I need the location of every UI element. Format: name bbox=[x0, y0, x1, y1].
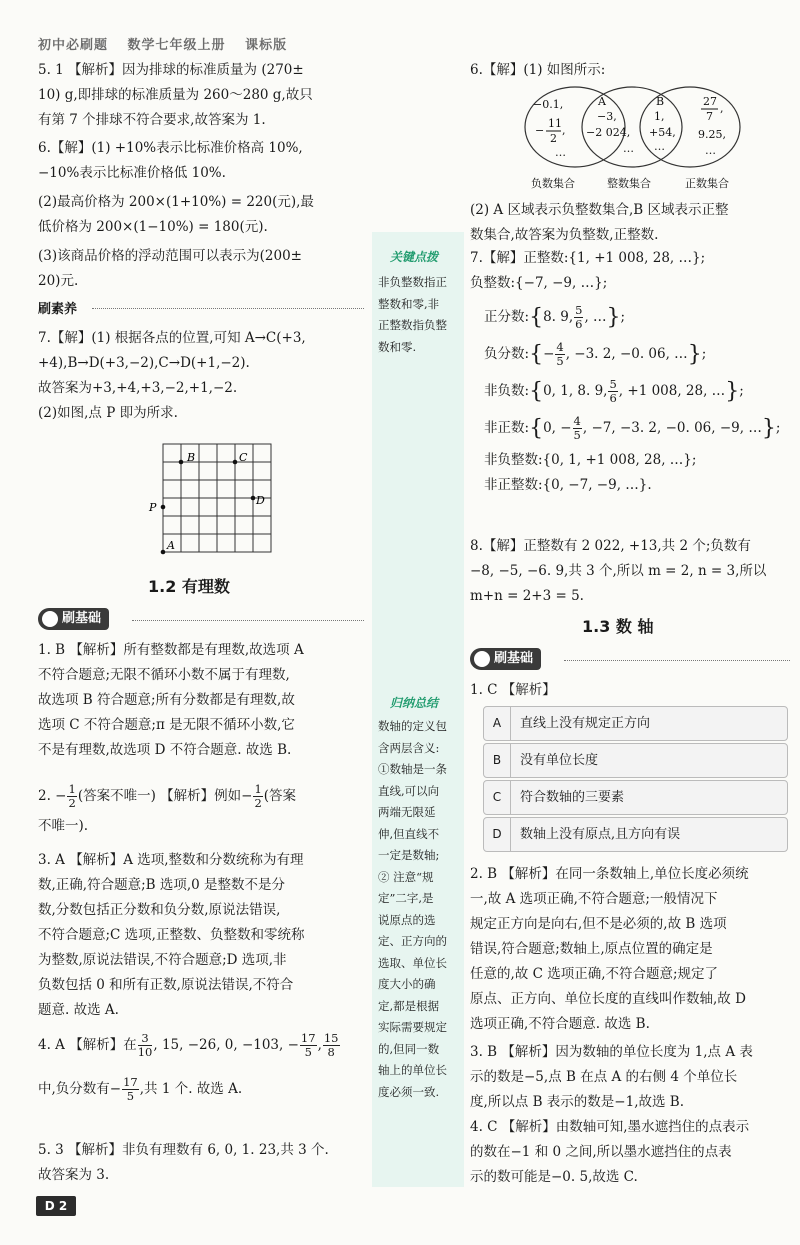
venn-caption: 正数集合 bbox=[685, 177, 729, 190]
right-q4 bbox=[470, 1115, 792, 1190]
option-d bbox=[483, 817, 788, 852]
divider bbox=[564, 660, 790, 661]
text-span: (答案不唯一) 【解析】例如− bbox=[77, 788, 253, 804]
text-line: (2)最高价格为 200×(1+10%) = 220(元),最 bbox=[38, 194, 314, 210]
badge-icon bbox=[474, 651, 490, 667]
tip-line: 整数和零,非 bbox=[378, 296, 440, 311]
text-line: 10) g,即排球的标准质量为 260～280 g,故只 bbox=[38, 87, 313, 103]
text-line: 非正整数:{0, −7, −9, …}. bbox=[484, 477, 652, 493]
tip-line: 实际需要规定 bbox=[378, 1020, 447, 1034]
right-q1-head bbox=[470, 678, 792, 703]
text-line: 负数包括 0 和所有正数,原说法错误,不符合 bbox=[38, 977, 294, 993]
text-line: m+n = 2+3 = 5. bbox=[470, 588, 584, 604]
text-line: 数集合,故答案为负整数,正整数. bbox=[470, 227, 659, 243]
text-span: 非负数: bbox=[484, 383, 530, 399]
text-line: 不符合题意;无限不循环小数不属于有理数, bbox=[38, 667, 290, 683]
side-tip-2 bbox=[378, 716, 462, 1103]
venn-text: , bbox=[720, 102, 724, 115]
left-q5b bbox=[38, 1138, 368, 1188]
text-line: 8.【解】正整数有 2 022, +13,共 2 个;负数有 bbox=[470, 538, 751, 554]
text-span: 非正数: bbox=[484, 420, 530, 436]
tip-line: 定”二字,是 bbox=[378, 891, 434, 905]
left-q4 bbox=[38, 1030, 368, 1104]
text-span: , bbox=[317, 1037, 322, 1053]
point-p bbox=[161, 505, 166, 510]
right-q8 bbox=[470, 534, 792, 609]
text-line: 选项正确,不符合题意. 故选 B. bbox=[470, 1016, 650, 1032]
side-tip-1 bbox=[378, 272, 462, 358]
option-text: 没有单位长度 bbox=[520, 753, 599, 768]
tip-line: 定、正方向的 bbox=[378, 934, 447, 948]
label-p: P bbox=[149, 501, 157, 514]
point-c bbox=[233, 460, 238, 465]
point-b bbox=[179, 460, 184, 465]
label-b: B bbox=[187, 451, 196, 464]
text-line: 示的数可能是−0. 5,故选 C. bbox=[470, 1169, 638, 1185]
text-line: 6.【解】(1) 如图所示: bbox=[470, 62, 606, 78]
text-line: 题意. 故选 A. bbox=[38, 1002, 119, 1018]
text-line: 故选项 B 符合题意;所有分数都是有理数,故 bbox=[38, 692, 295, 708]
text-line: 故答案为+3,+4,+3,−2,+1,−2. bbox=[38, 380, 238, 396]
edition-title: 课标版 bbox=[245, 38, 288, 53]
tip-line: 直线,可以向 bbox=[378, 783, 440, 798]
text-line: 5. 1 【解析】因为排球的标准质量为 (270± bbox=[38, 62, 304, 78]
venn-text: , bbox=[562, 124, 566, 137]
text-line: 示的数是−5,点 B 在点 A 的右侧 4 个单位长 bbox=[470, 1069, 738, 1085]
venn-text: − bbox=[535, 124, 545, 137]
text-span: 负分数: bbox=[484, 346, 530, 362]
venn-caption: 负数集合 bbox=[531, 177, 575, 190]
option-letter: C bbox=[484, 781, 511, 814]
text-line: 原点、正方向、单位长度的直线叫作数轴,故 D bbox=[470, 991, 746, 1007]
tip-line: 的,但同一数 bbox=[378, 1041, 440, 1056]
text-line: (2) A 区域表示负整数集合,B 区域表示正整 bbox=[470, 202, 729, 218]
tip-line: 轴上的单位长 bbox=[378, 1063, 447, 1077]
tip-line: 一定是数轴; bbox=[378, 848, 440, 862]
venn-text: 7 bbox=[706, 110, 713, 123]
badge-icon bbox=[42, 611, 58, 627]
right-q3 bbox=[470, 1040, 792, 1115]
text-line: 任意的,故 C 选项正确,不符合题意;规定了 bbox=[470, 966, 719, 982]
label-d: D bbox=[256, 494, 265, 507]
text-line: 低价格为 200×(1−10%) = 180(元). bbox=[38, 219, 268, 235]
grid-figure bbox=[148, 440, 278, 560]
badge-label: 刷基础 bbox=[494, 651, 534, 666]
fraction: $\frac{4}{5}$ bbox=[573, 414, 581, 442]
point-d bbox=[251, 496, 256, 501]
text-line: 负整数:{−7, −9, …}; bbox=[470, 275, 608, 291]
text-line: 20)元. bbox=[38, 273, 79, 289]
tip-line: 度大小的确 bbox=[378, 977, 436, 991]
text-line: 为整数,原说法错误,不符合题意;D 选项,非 bbox=[38, 952, 287, 968]
text-line: 不唯一). bbox=[38, 818, 89, 834]
venn-text: 11 bbox=[548, 117, 562, 130]
text-line: 不是有理数,故选项 D 不符合题意. 故选 B. bbox=[38, 742, 292, 758]
book-title: 初中必刷题 bbox=[38, 38, 109, 53]
option-text: 直线上没有规定正方向 bbox=[520, 716, 651, 731]
option-b bbox=[483, 743, 788, 778]
label-a: A bbox=[167, 539, 175, 552]
tip-line: 正整数指负整 bbox=[378, 318, 447, 332]
tip-line: 数轴的定义包 bbox=[378, 719, 447, 733]
section-title-1-3: 1.3 数 轴 bbox=[582, 617, 654, 636]
text-line: 错误,符合题意;数轴上,原点位置的确定是 bbox=[470, 941, 713, 957]
option-letter: D bbox=[484, 818, 511, 851]
venn-text: −3, bbox=[597, 110, 617, 123]
venn-text: −0.1, bbox=[533, 98, 564, 111]
badge-shuajichu-2 bbox=[470, 648, 541, 670]
right-q2 bbox=[470, 862, 792, 1037]
text-line: 7.【解】正整数:{1, +1 008, 28, …}; bbox=[470, 250, 706, 266]
option-text: 数轴上没有原点,且方向有误 bbox=[520, 827, 681, 842]
options-table bbox=[483, 706, 788, 852]
badge-label: 刷基础 bbox=[62, 611, 102, 626]
section-title-1-2: 1.2 有理数 bbox=[148, 577, 230, 596]
text-span: , 15, −26, 0, −103, − bbox=[153, 1037, 299, 1053]
text-line: 度,所以点 B 表示的数是−1,故选 B. bbox=[470, 1094, 684, 1110]
venn-text: −2 024, bbox=[586, 126, 631, 139]
option-text: 符合数轴的三要素 bbox=[520, 790, 625, 805]
text-line: 有第 7 个排球不符合要求,故答案为 1. bbox=[38, 112, 266, 128]
option-c bbox=[483, 780, 788, 815]
point-a bbox=[161, 550, 166, 555]
text-line: 数,分数包括正分数和负分数,原说法错误, bbox=[38, 902, 281, 918]
text-line: 不符合题意;C 选项,正整数、负整数和零统称 bbox=[38, 927, 305, 943]
tip-line: 两端无限延 bbox=[378, 805, 436, 819]
subject-title: 数学七年级上册 bbox=[127, 38, 226, 53]
left-q7 bbox=[38, 326, 366, 426]
text-line: 数,正确,符合题意;B 选项,0 是整数不是分 bbox=[38, 877, 286, 893]
text-line: 1. B 【解析】所有整数都是有理数,故选项 A bbox=[38, 642, 304, 658]
text-line: 5. 3 【解析】非负有理数有 6, 0, 1. 23,共 3 个. bbox=[38, 1142, 329, 1158]
tip-line: 选取、单位长 bbox=[378, 955, 447, 970]
fraction: $\frac{15}{8}$ bbox=[323, 1031, 339, 1059]
left-q3 bbox=[38, 848, 368, 1023]
fraction: $\frac{1}{2}$ bbox=[254, 782, 262, 810]
venn-diagram bbox=[515, 84, 745, 194]
venn-label-a: A bbox=[598, 95, 606, 108]
badge-shuajichu bbox=[38, 608, 109, 630]
divider bbox=[92, 308, 364, 309]
tip-line: 伸,但直线不 bbox=[378, 826, 440, 841]
fraction: $\frac{3}{10}$ bbox=[137, 1031, 153, 1059]
text-line: 4. C 【解析】由数轴可知,墨水遮挡住的点表示 bbox=[470, 1119, 750, 1135]
left-q2 bbox=[38, 783, 368, 839]
text-line: +4),B→D(+3,−2),C→D(+1,−2). bbox=[38, 355, 250, 371]
tip-line: ①数轴是一条 bbox=[378, 762, 447, 776]
venn-text: 27 bbox=[703, 95, 717, 108]
fraction: $\frac{17}{5}$ bbox=[123, 1075, 138, 1103]
text-line: 规定正方向是向右,但不是必须的,故 B 选项 bbox=[470, 916, 727, 932]
option-letter: B bbox=[484, 744, 511, 777]
text-span: 2. − bbox=[38, 788, 67, 804]
text-line: 的数在−1 和 0 之间,所以墨水遮挡住的点表 bbox=[470, 1144, 732, 1160]
right-q7: 7.【解】正整数:{1, +1 008, 28, …}; 负整数:{−7, −9, …}; 正分数:{8. 9, $\frac{5}{6}$ , …}; 负分数:{− $\frac{4}{5}$ , −3. 2, −0. 06, …}; 非负数:{0, 1, 8. 9, $\frac{5}{6}$ , +1 008, 28, …}; 非正数:{0, − $\frac{4}{5}$ , −7, −3. 2, −0. 06, −9, …}; 非负整数:{0, 1, +1 008, 28, …}; 非正整数:{0, −7, −9, …}. bbox=[470, 246, 792, 498]
text-line: 7.【解】(1) 根据各点的位置,可知 A→C(+3, bbox=[38, 330, 306, 346]
venn-text: 2 bbox=[550, 132, 557, 145]
tip-line: ② 注意“规 bbox=[378, 869, 434, 884]
venn-text: 1, bbox=[654, 110, 665, 123]
venn-caption: 整数集合 bbox=[607, 177, 651, 190]
text-line: 3. A 【解析】A 选项,整数和分数统称为有理 bbox=[38, 852, 304, 868]
venn-label-b: B bbox=[656, 95, 665, 108]
label-c: C bbox=[239, 451, 248, 464]
venn-text: … bbox=[705, 144, 716, 157]
text-span: 正分数: bbox=[484, 309, 530, 325]
tip-line: 含两层含义: bbox=[378, 740, 440, 755]
tip-line: 说原点的选 bbox=[378, 912, 436, 927]
section-shuasuyang: 刷素养 bbox=[38, 302, 78, 317]
text-line: 6.【解】(1) +10%表示比标准价格高 10%, bbox=[38, 140, 303, 156]
text-line: −10%表示比标准价格低 10%. bbox=[38, 165, 226, 181]
right-q6b bbox=[470, 198, 792, 248]
option-a bbox=[483, 706, 788, 741]
text-line: (2)如图,点 P 即为所求. bbox=[38, 405, 178, 421]
text-line: 选项 C 不符合题意;π 是无限不循环小数,它 bbox=[38, 717, 295, 733]
text-line: 一,故 A 选项正确,不符合题意;一般情况下 bbox=[470, 891, 718, 907]
text-line: 1. C 【解析】 bbox=[470, 682, 556, 698]
left-q5 bbox=[38, 58, 366, 133]
tip-line: 非负整数指正 bbox=[378, 275, 447, 289]
text-line: −8, −5, −6. 9,共 3 个,所以 m = 2, n = 3,所以 bbox=[470, 563, 767, 579]
text-span: 4. A 【解析】在 bbox=[38, 1037, 137, 1053]
page-number: D 2 bbox=[36, 1196, 76, 1216]
text-line: 故答案为 3. bbox=[38, 1167, 110, 1183]
left-q6 bbox=[38, 136, 366, 294]
tip-line: 定,都是根据 bbox=[378, 998, 440, 1013]
fraction: $\frac{17}{5}$ bbox=[300, 1031, 316, 1059]
fraction: $\frac{5}{6}$ bbox=[575, 303, 583, 331]
text-line: 3. B 【解析】因为数轴的单位长度为 1,点 A 表 bbox=[470, 1044, 753, 1060]
venn-text: … bbox=[555, 146, 566, 159]
tip-line: 数和零. bbox=[378, 339, 417, 354]
text-line: 2. B 【解析】在同一条数轴上,单位长度必须统 bbox=[470, 866, 749, 882]
side-heading-key: 关键点拨 bbox=[390, 250, 439, 264]
side-heading-summary: 归纳总结 bbox=[390, 696, 439, 710]
fraction: $\frac{1}{2}$ bbox=[68, 782, 76, 810]
divider bbox=[132, 620, 364, 621]
left-q1 bbox=[38, 638, 368, 763]
text-line: 非负整数:{0, 1, +1 008, 28, …}; bbox=[484, 452, 697, 468]
text-line: (3)该商品价格的浮动范围可以表示为(200± bbox=[38, 248, 302, 264]
venn-text: 9.25, bbox=[698, 128, 726, 141]
text-span: ,共 1 个. 故选 A. bbox=[139, 1081, 243, 1097]
venn-text: +54, bbox=[649, 126, 676, 139]
option-letter: A bbox=[484, 707, 511, 740]
fraction: $\frac{5}{6}$ bbox=[609, 377, 617, 405]
fraction: $\frac{4}{5}$ bbox=[556, 340, 564, 368]
text-span: 中,负分数有− bbox=[38, 1081, 122, 1097]
venn-text: … bbox=[654, 140, 665, 153]
right-q6 bbox=[470, 58, 792, 83]
text-span: (答案 bbox=[263, 788, 297, 804]
venn-text: … bbox=[623, 142, 634, 155]
tip-line: 度必须一致. bbox=[378, 1084, 440, 1099]
page-header bbox=[38, 34, 301, 53]
